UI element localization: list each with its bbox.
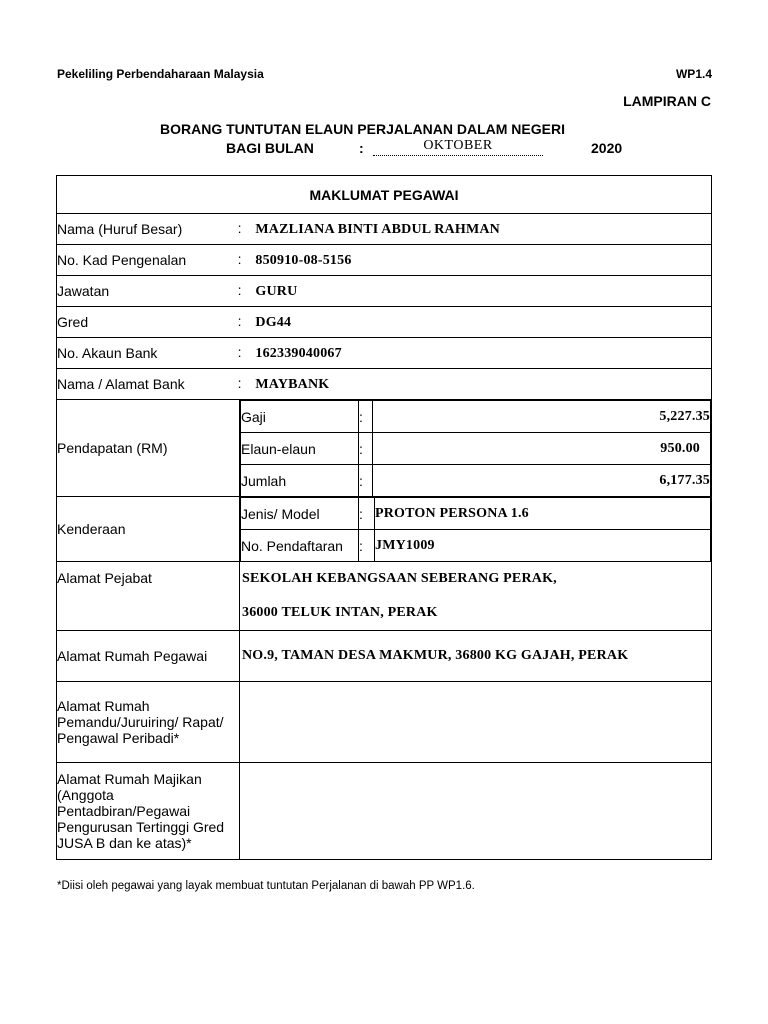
colon: : bbox=[237, 220, 242, 236]
account-field[interactable]: 162339040067 bbox=[255, 346, 342, 361]
circular-title: Pekeliling Perbendaharaan Malaysia bbox=[57, 67, 264, 81]
month-colon: : bbox=[359, 140, 364, 156]
allowance-label: Elaun-elaun bbox=[241, 433, 359, 465]
ic-label: No. Kad Pengenalan bbox=[57, 245, 240, 276]
office-line-2: 36000 TELUK INTAN, PERAK bbox=[242, 605, 438, 620]
colon: : bbox=[359, 433, 373, 465]
driver-address-field[interactable] bbox=[240, 682, 712, 763]
section-title: MAKLUMAT PEGAWAI bbox=[57, 176, 712, 214]
office-address-label: Alamat Pejabat bbox=[57, 562, 240, 631]
home-address-label: Alamat Rumah Pegawai bbox=[57, 631, 240, 682]
name-row bbox=[57, 214, 712, 245]
driver-address-row bbox=[57, 682, 712, 763]
position-field[interactable]: GURU bbox=[255, 284, 298, 299]
form-title: BORANG TUNTUTAN ELAUN PERJALANAN DALAM NEGERI bbox=[160, 121, 565, 137]
grade-field[interactable]: DG44 bbox=[255, 315, 292, 330]
grade-label: Gred bbox=[57, 307, 240, 338]
office-line-1: SEKOLAH KEBANGSAAN SEBERANG PERAK, bbox=[242, 571, 557, 586]
income-subtable bbox=[240, 400, 711, 496]
office-address-field[interactable] bbox=[240, 562, 712, 631]
form-code: WP1.4 bbox=[675, 67, 712, 81]
employee-info-table bbox=[56, 175, 712, 860]
vehicle-label: Kenderaan bbox=[57, 497, 240, 562]
grade-row bbox=[57, 307, 712, 338]
colon: : bbox=[237, 313, 242, 329]
vehicle-subtable bbox=[240, 497, 711, 561]
reg-field[interactable]: JMY1009 bbox=[375, 530, 711, 562]
colon: : bbox=[359, 498, 375, 530]
colon: : bbox=[237, 251, 242, 267]
office-address-row bbox=[57, 562, 712, 631]
income-row bbox=[57, 400, 712, 497]
name-label: Nama (Huruf Besar) bbox=[57, 214, 240, 245]
salary-field[interactable]: 5,227.35 bbox=[373, 401, 711, 433]
colon: : bbox=[359, 465, 373, 497]
total-field[interactable]: 6,177.35 bbox=[373, 465, 711, 497]
vehicle-row bbox=[57, 497, 712, 562]
ic-field[interactable]: 850910-08-5156 bbox=[255, 253, 352, 268]
colon: : bbox=[359, 401, 373, 433]
model-field[interactable]: PROTON PERSONA 1.6 bbox=[375, 498, 711, 530]
bank-row bbox=[57, 369, 712, 400]
employer-address-row bbox=[57, 763, 712, 860]
colon: : bbox=[237, 375, 242, 391]
colon: : bbox=[237, 282, 242, 298]
month-field[interactable]: OKTOBER bbox=[373, 138, 543, 156]
position-row bbox=[57, 276, 712, 307]
bank-field[interactable]: MAYBANK bbox=[255, 377, 330, 392]
reg-label: No. Pendaftaran bbox=[241, 530, 359, 562]
home-address-field[interactable]: NO.9, TAMAN DESA MAKMUR, 36800 KG GAJAH, PERAK bbox=[240, 631, 712, 682]
home-address-row bbox=[57, 631, 712, 682]
allowance-field[interactable]: 950.00 bbox=[373, 433, 711, 465]
account-label: No. Akaun Bank bbox=[57, 338, 240, 369]
ic-row bbox=[57, 245, 712, 276]
employer-address-label: Alamat Rumah Majikan (Anggota Pentadbiran/Pegawai Pengurusan Tertinggi Gred JUSA B dan ke atas)* bbox=[57, 763, 240, 860]
month-label: BAGI BULAN bbox=[226, 140, 314, 156]
income-label: Pendapatan (RM) bbox=[57, 400, 240, 497]
total-label: Jumlah bbox=[241, 465, 359, 497]
bank-label: Nama / Alamat Bank bbox=[57, 369, 240, 400]
model-label: Jenis/ Model bbox=[241, 498, 359, 530]
colon: : bbox=[237, 344, 242, 360]
footnote: *Diisi oleh pegawai yang layak membuat tuntutan Perjalanan di bawah PP WP1.6. bbox=[57, 880, 475, 892]
driver-address-label: Alamat Rumah Pemandu/Juruiring/ Rapat/ Pengawal Peribadi* bbox=[57, 682, 240, 763]
employer-address-field[interactable] bbox=[240, 763, 712, 860]
position-label: Jawatan bbox=[57, 276, 240, 307]
salary-label: Gaji bbox=[241, 401, 359, 433]
colon: : bbox=[359, 530, 375, 562]
appendix-label: LAMPIRAN C bbox=[623, 93, 711, 109]
account-row bbox=[57, 338, 712, 369]
name-field[interactable]: MAZLIANA BINTI ABDUL RAHMAN bbox=[255, 222, 500, 237]
year-field: 2020 bbox=[591, 140, 623, 156]
